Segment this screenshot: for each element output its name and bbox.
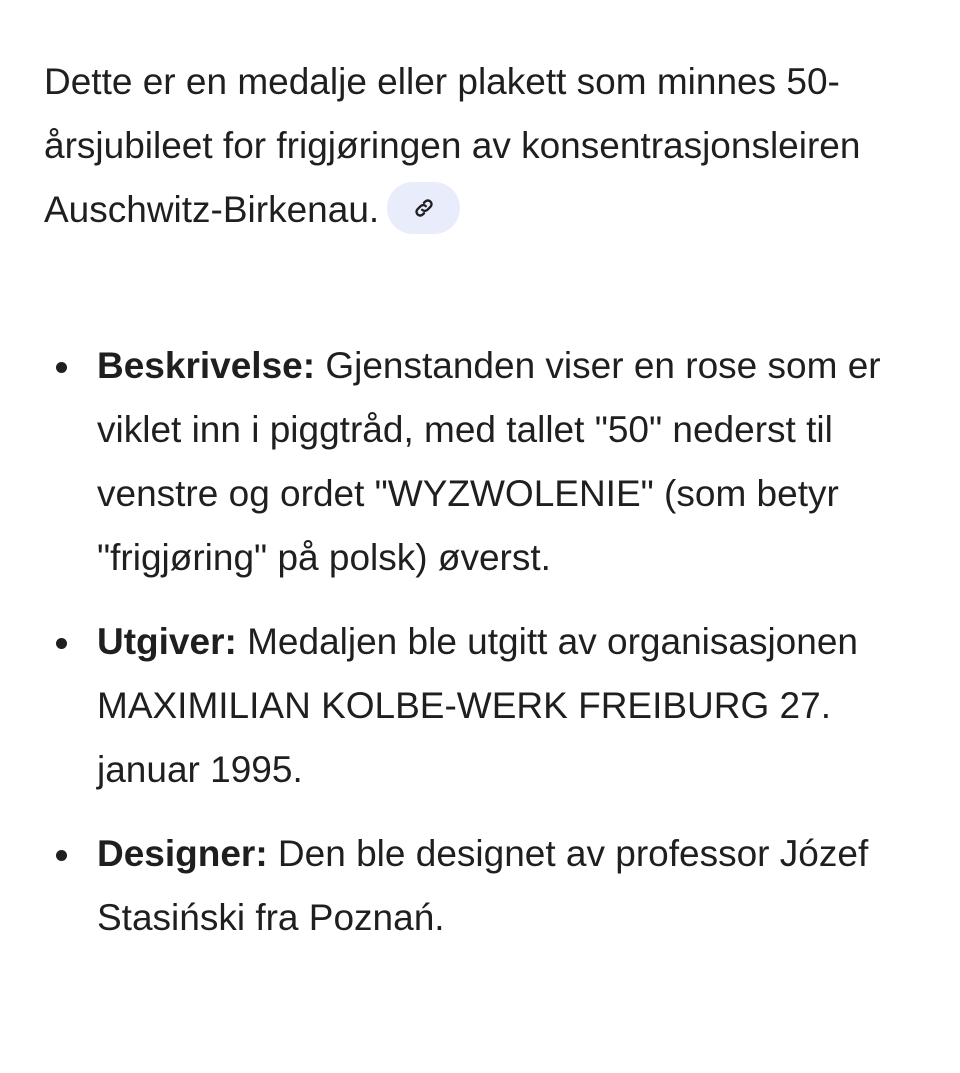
link-icon <box>413 197 435 219</box>
item-label: Beskrivelse: <box>97 345 316 386</box>
item-text: Gjenstanden viser en rose som er viklet inn i piggtråd, med tallet "50" nederst til venstre og ordet "WYZWOLENIE" (som betyr "frigjøring" på polsk) øverst. <box>97 345 881 578</box>
details-list <box>44 334 924 970</box>
source-link-chip[interactable] <box>387 182 460 234</box>
intro-text: Dette er en medalje eller plakett som minnes 50-årsjubileet for frigjøringen av konsentrasjonsleiren Auschwitz-Birkenau. <box>44 61 861 230</box>
item-text: Medaljen ble utgitt av organisasjonen MAXIMILIAN KOLBE-WERK FREIBURG 27. januar 1995. <box>97 621 858 790</box>
intro-paragraph <box>44 50 924 242</box>
item-label: Designer: <box>97 833 268 874</box>
list-item <box>44 334 924 590</box>
item-text: Den ble designet av professor Józef Stasiński fra Poznań. <box>97 833 869 938</box>
item-label: Utgiver: <box>97 621 237 662</box>
list-item <box>44 610 924 802</box>
list-item <box>44 822 924 950</box>
